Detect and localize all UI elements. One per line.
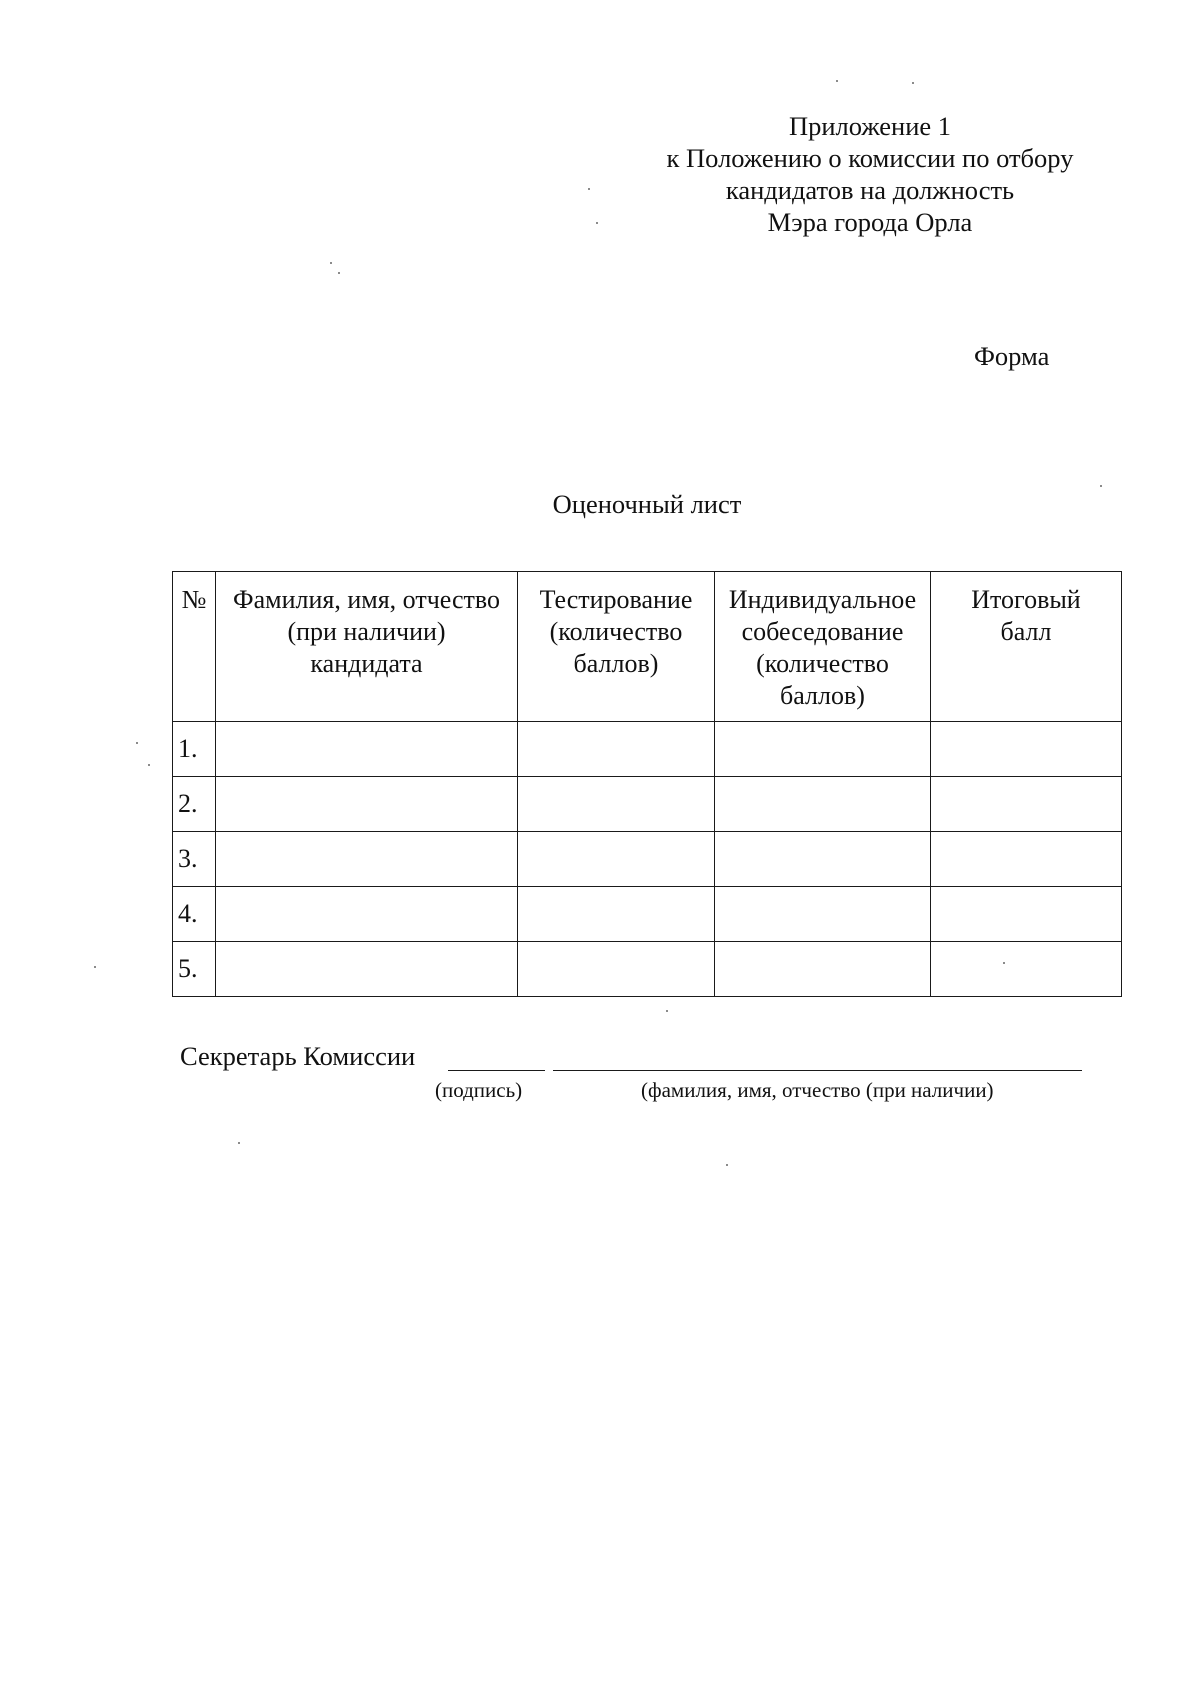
header-line: Тестирование <box>539 585 693 614</box>
scan-speck <box>596 222 598 224</box>
scan-speck <box>330 262 332 264</box>
full-name-line <box>553 1070 1082 1071</box>
row-number: 2. <box>173 777 216 832</box>
scan-speck <box>148 764 150 766</box>
cell-testing <box>518 942 715 997</box>
appendix-line: к Положению о комиссии по отбору <box>666 143 1074 173</box>
scan-speck <box>666 1010 668 1012</box>
header-line: баллов) <box>573 649 659 678</box>
cell-testing <box>518 832 715 887</box>
form-label: Форма <box>974 341 1050 371</box>
full-name-caption: (фамилия, имя, отчество (при наличии) <box>641 1078 994 1102</box>
header-number <box>173 572 216 722</box>
scan-speck <box>588 188 590 190</box>
scan-speck <box>238 1142 240 1144</box>
cell-candidate-name <box>216 722 518 777</box>
cell-interview <box>715 777 931 832</box>
cell-total <box>931 777 1122 832</box>
row-number: 3. <box>173 832 216 887</box>
scan-speck <box>726 1164 728 1166</box>
signature-caption: (подпись) <box>435 1078 523 1102</box>
row-number: 4. <box>173 887 216 942</box>
table-row <box>173 887 1122 942</box>
header-line: балл <box>1000 617 1052 646</box>
header-total-score <box>931 572 1122 722</box>
header-line: (количество <box>549 617 683 646</box>
cell-total <box>931 722 1122 777</box>
appendix-line: Мэра города Орла <box>767 207 973 237</box>
cell-candidate-name <box>216 832 518 887</box>
page-title: Оценочный лист <box>552 489 742 519</box>
signature-line <box>448 1070 545 1071</box>
row-number: 5. <box>173 942 216 997</box>
cell-testing <box>518 722 715 777</box>
cell-interview <box>715 942 931 997</box>
header-line: кандидата <box>310 649 423 678</box>
table-row <box>173 722 1122 777</box>
cell-total <box>931 887 1122 942</box>
cell-testing <box>518 777 715 832</box>
header-line: собеседование <box>741 617 904 646</box>
cell-candidate-name <box>216 942 518 997</box>
cell-interview <box>715 832 931 887</box>
header-line: Итоговый <box>971 585 1081 614</box>
header-candidate-name <box>216 572 518 722</box>
scan-speck <box>1003 962 1005 964</box>
cell-candidate-name <box>216 887 518 942</box>
scan-speck <box>1100 485 1102 487</box>
header-testing <box>518 572 715 722</box>
scan-speck <box>338 272 340 274</box>
table-header-row <box>173 572 1122 722</box>
appendix-block <box>600 110 1140 238</box>
row-number: 1. <box>173 722 216 777</box>
cell-total <box>931 942 1122 997</box>
appendix-line: Приложение 1 <box>788 111 952 141</box>
secretary-label: Секретарь Комиссии <box>180 1041 416 1071</box>
table-row <box>173 942 1122 997</box>
cell-interview <box>715 722 931 777</box>
scan-speck <box>912 82 914 84</box>
scan-speck <box>836 80 838 82</box>
cell-total <box>931 832 1122 887</box>
header-line: № <box>181 585 207 614</box>
header-line: (количество <box>756 649 889 678</box>
cell-interview <box>715 887 931 942</box>
header-line: Индивидуальное <box>728 585 917 614</box>
scan-speck <box>136 742 138 744</box>
header-line: баллов) <box>780 681 865 710</box>
table-row <box>173 777 1122 832</box>
header-line: (при наличии) <box>287 617 446 646</box>
cell-testing <box>518 887 715 942</box>
scan-speck <box>94 966 96 968</box>
appendix-line: кандидатов на должность <box>725 175 1015 205</box>
evaluation-table <box>172 571 1122 997</box>
header-interview <box>715 572 931 722</box>
table-row <box>173 832 1122 887</box>
header-line: Фамилия, имя, отчество <box>233 585 500 614</box>
cell-candidate-name <box>216 777 518 832</box>
